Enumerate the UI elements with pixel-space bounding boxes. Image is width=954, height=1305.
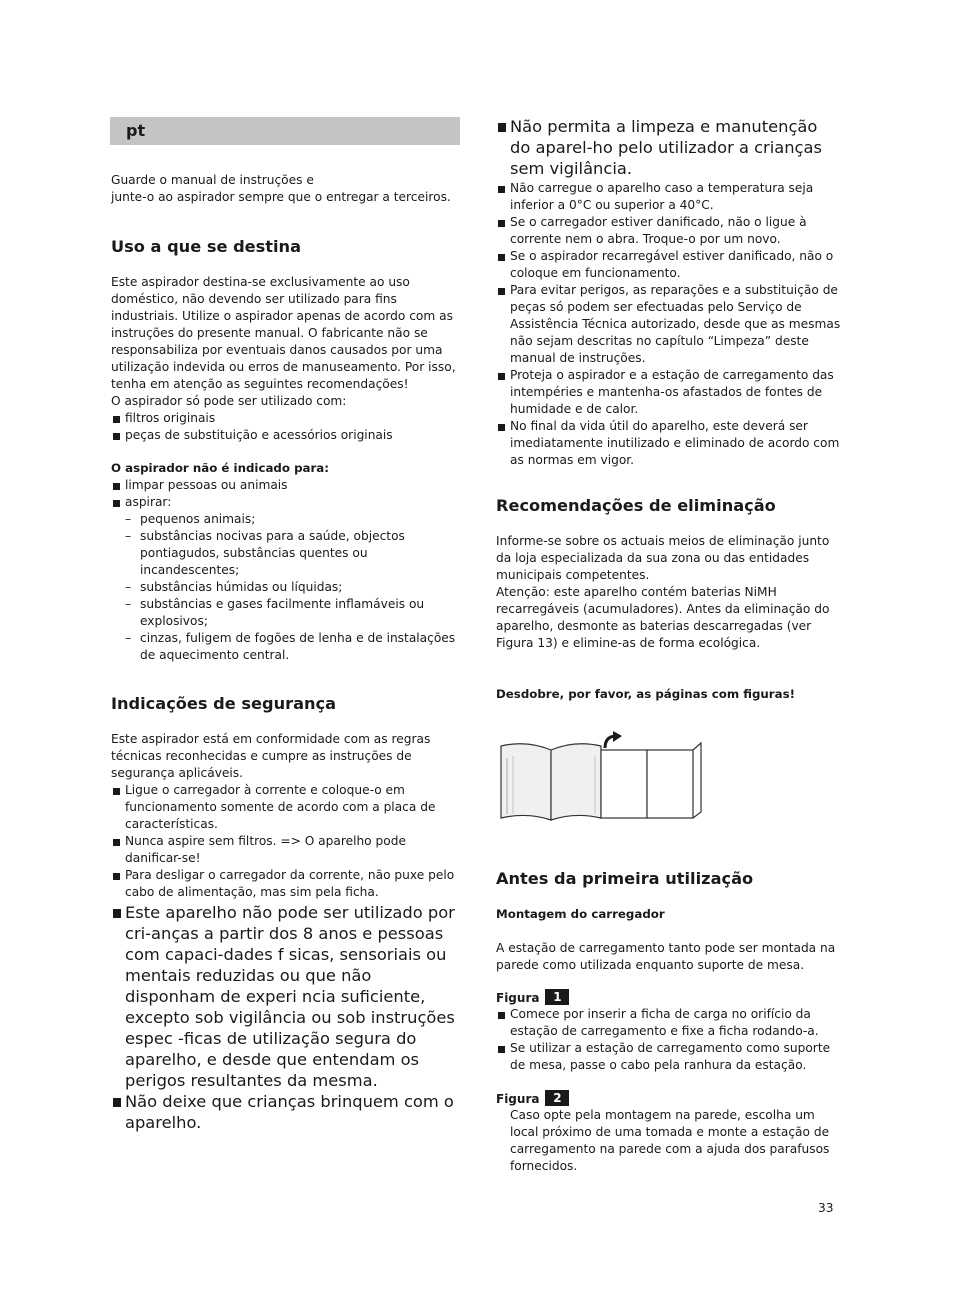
- list-item: No final da vida útil do aparelho, este deverá ser imediatamente inutilizado e eliminado de acordo com as normas em vigor.: [496, 418, 841, 469]
- list-item: Se o carregador estiver danificado, não o ligue à corrente nem o abra. Troque-o por um novo.: [496, 214, 841, 248]
- list-item: Para evitar perigos, as reparações e a substituição de peças só podem ser efectuadas pelo Serviço de Assistência Técnica autorizado, desde que as mesmas não sejam descritas no capítulo “Limpeza” deste manual de instruções.: [496, 282, 841, 367]
- list-item-large: Não deixe que crianças brinquem com o aparelho.: [111, 1091, 463, 1133]
- list-item-large: Este aparelho não pode ser utilizado por cri-anças a partir dos 8 anos e pessoas com capaci-dades f sicas, sensoriais ou mentais reduzidas ou que não disponham de experi ncia suficiente, excepto sob vigilância ou sob instruções espec -ficas de utilização segura do aparelho, e desde que entendam os perigos resultantes da mesma.: [111, 902, 463, 1091]
- list-item: Nunca aspire sem filtros. => O aparelho pode danificar-se!: [111, 833, 463, 867]
- list-item: Comece por inserir a ficha de carga no orifício da estação de carregamento e fixe a ficha rodando-a.: [496, 1006, 841, 1040]
- sublist-item: – substâncias nocivas para a saúde, objectos pontiagudos, substâncias quentes ou incandescentes;: [125, 528, 461, 579]
- list-item: Ligue o carregador à corrente e coloque-o em funcionamento somente de acordo com a placa de características.: [111, 782, 463, 833]
- not-for-list: [111, 477, 461, 511]
- language-header-bar: [110, 117, 460, 145]
- section-title-seguranca: Indicações de segurança: [111, 694, 337, 713]
- list-item: peças de substituição e acessórios originais: [111, 427, 461, 444]
- list-item: filtros originais: [111, 410, 461, 427]
- list-item-large: Não permita a limpeza e manutenção do aparel-ho pelo utilizador a crianças sem vigilância.: [496, 116, 841, 179]
- sublist-item: – pequenos animais;: [125, 511, 461, 528]
- intro-text: [111, 172, 471, 206]
- sublist-item: – substâncias e gases facilmente inflamáveis ou explosivos;: [125, 596, 461, 630]
- list-item: limpar pessoas ou animais: [111, 477, 461, 494]
- right-top-safety: [496, 116, 841, 469]
- list-item: aspirar:: [111, 494, 461, 511]
- figure-1-label: Figura: [496, 991, 540, 1005]
- list-item: Proteja o aspirador e a estação de carregamento das intempéries e mantenha-os afastados de fontes de humidade e de calor.: [496, 367, 841, 418]
- aspirar-sublist: [111, 511, 461, 664]
- eliminacao-paragraph-1: Informe-se sobre os actuais meios de eliminação junto da loja especializada da sua zona ou das entidades municipais competentes.: [496, 534, 830, 582]
- unfold-pages-illustration: [497, 730, 707, 825]
- section-title-eliminacao: Recomendações de eliminação: [496, 496, 776, 515]
- seguranca-big-list: [111, 902, 463, 1133]
- figure-2-text: Caso opte pela montagem na parede, escolha um local próximo de uma tomada e monte a estação de carregamento na parede com a ajuda dos parafusos fornecidos.: [510, 1108, 830, 1173]
- eliminacao-paragraph-2: Atenção: este aparelho contém baterias NiMH recarregáveis (acumuladores). Antes da eliminação do aparelho, desmonte as baterias descarregadas (ver Figura 13) e elimine-as de forma ecológica.: [496, 585, 830, 650]
- figure-2-label: Figura: [496, 1092, 540, 1106]
- uso-paragraph: Este aspirador destina-se exclusivamente ao uso doméstico, não devendo ser utilizado para fins industriais. Utilize o aspirador apenas de acordo com as instruções do presente manual. O fabricante não se responsabiliza por eventuais danos causados por uma utilização indevida ou erros de manuseamento. Por isso, tenha em atenção as seguintes recomendações!: [111, 275, 456, 391]
- seguranca-list: [111, 782, 463, 901]
- list-item: Para desligar o carregador da corrente, não puxe pelo cabo de alimentação, mas sim pela ficha.: [111, 867, 463, 901]
- language-code: pt: [126, 121, 146, 140]
- antes-subtitle: Montagem do carregador: [496, 907, 665, 921]
- sublist-item: – substâncias húmidas ou líquidas;: [125, 579, 461, 596]
- right-big-list: [496, 116, 841, 179]
- antes-paragraph: A estação de carregamento tanto pode ser montada na parede como utilizada enquanto suporte de mesa.: [496, 941, 836, 972]
- section-uso-body: [111, 274, 461, 444]
- figure-1-list: [496, 1006, 841, 1074]
- uso-only-with: O aspirador só pode ser utilizado com:: [111, 394, 347, 408]
- right-safety-list: [496, 180, 841, 469]
- seguranca-paragraph: Este aspirador está em conformidade com as regras técnicas reconhecidas e cumpre as instruções de segurança aplicáveis.: [111, 732, 431, 780]
- section-eliminacao-body: [496, 533, 841, 652]
- figure-1-number: 1: [545, 989, 569, 1005]
- antes-body: [496, 940, 841, 974]
- figure-2-number: 2: [545, 1090, 569, 1106]
- section-seguranca-body: [111, 731, 463, 1133]
- uso-items-list: [111, 410, 461, 444]
- figure-2-block: [496, 1088, 841, 1175]
- list-item: Se utilizar a estação de carregamento como suporte de mesa, passe o cabo pela ranhura da estação.: [496, 1040, 841, 1074]
- section-title-uso: Uso a que se destina: [111, 237, 302, 256]
- not-for-title: O aspirador não é indicado para:: [111, 461, 329, 475]
- intro-line-2: junte-o ao aspirador sempre que o entregar a terceiros.: [111, 190, 451, 204]
- intro-line-1: Guarde o manual de instruções e: [111, 173, 314, 187]
- list-item: Se o aspirador recarregável estiver danificado, não o coloque em funcionamento.: [496, 248, 841, 282]
- unfold-note: Desdobre, por favor, as páginas com figuras!: [496, 687, 795, 701]
- figure-1-block: [496, 987, 841, 1074]
- section-not-for: [111, 460, 461, 664]
- list-item: Não carregue o aparelho caso a temperatura seja inferior a 0°C ou superior a 40°C.: [496, 180, 841, 214]
- sublist-item: – cinzas, fuligem de fogões de lenha e de instalações de aquecimento central.: [125, 630, 461, 664]
- page-number: 33: [818, 1201, 834, 1215]
- section-title-antes: Antes da primeira utilização: [496, 869, 754, 888]
